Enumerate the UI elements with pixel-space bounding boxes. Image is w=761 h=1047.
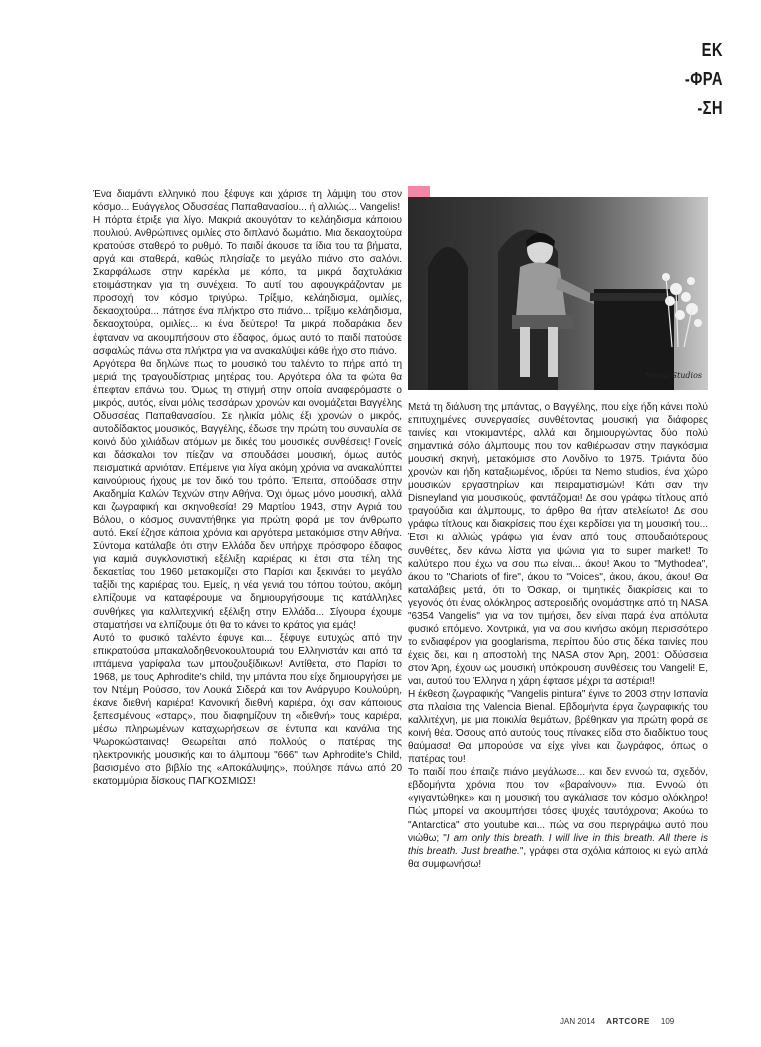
photo-signature: Nemo Studios: [644, 371, 702, 380]
article-paragraph-closing: [408, 766, 708, 870]
magazine-name: ARTCORE: [606, 1017, 650, 1026]
section-label-line: ΕΚ: [701, 40, 723, 60]
page-number: 109: [660, 1017, 675, 1026]
section-label-line: -ΣΗ: [697, 98, 723, 118]
issue-date: JAN 2014: [560, 1017, 596, 1026]
article-paragraph: Μετά τη διάλυση της μπάντας, ο Βαγγέλης, που είχε ήδη κάνει πολύ επιτυχημένες συνεργασίες συνθέτοντας μουσική για διάφορες ταινίες και ντοκιμαντέρς, αλλά και δημιουργώντας δύο πολύ σημαντικά σόλο άλμπουμς που τον καθιέρωσαν στην παγκόσμια μουσική σκηνή, μετακόμισε στο Λονδίνο το 1975. Τριάντα δύο χρονών και ήδη καταξιωμένος, ιδρύει τα Nemo studios, ένα χώρο μουσικών εργαστηρίων και πειραματισμών! Κάτι σαν την Disneyland για μουσικούς, φαντάζομαι! Δε σου γράφω τίτλους από τραγούδια και άλμπουμς, το άρθρο θα ήταν ατελείωτο! Δε σου γράφω τίτλους και διακρίσεις που έχει κερδίσει για τη μουσική του... Έτσι κι αλλιώς γράφω για έναν από τους σπουδαιότερους συνθέτες, δεν κάνω λίστα για ψώνια για το super market! Το καλύτερο που έχω να σου πω είναι... άκου! Άκου το "Mythodea", άκου το "Chariots of fire", άκου το "Voices", άκου, άκου, άκου! Θα καταλάβεις μετά, ότι το Όσκαρ, οι τιμητικές διακρίσεις και το γεγονός ότι ένας ολόκληρος αστεροειδής ονομάστηκε από τη NASA "6354 Vangelis" για να τον τιμήσει, δεν είναι παρά ένα απόλυτα φυσικό επόμενο. Χοντρικά, για να σου κινήσω ακόμη περισσότερο το ενδιαφέρον για googlarisma, περίπου δύο στις δέκα ταινίες που έχεις δει, και η αποστολή της NASA στον Άρη, 2001: Οδύσσεια στον Άρη, έχουν ως μουσική υπόκρουση συνθέσεις του Vangeli! Ε, ναι, αυτού του Έλληνα η χάρη έφτασε μέχρι τα αστέρια!!: [408, 402, 708, 687]
closing-text-end: ", γράφει στα σχόλια κάποιος κι εγώ απλά θα συμφωνήσω!: [408, 845, 708, 870]
article-right-column: [408, 401, 708, 871]
page-footer: [560, 1017, 710, 1026]
child-at-piano-photo: [408, 197, 708, 390]
closing-text: Το παιδί που έπαιζε πιάνο μεγάλωσε... και δεν εννοώ τα, σχεδόν, εβδομήντα χρόνια που τον «βαραίνουν» πια. Εννοώ ότι «γιγαντώθηκε» και η μουσική του αγκάλιασε τον κόσμο ολόκληρο! Πώς μπορεί να ακουμπήσει τόσες ψυχές ταυτόχρονα; Ακούω το "Antarctica" στο youtube και... πώς να σου περιγράψω αυτό που νιώθω; ": [408, 767, 708, 844]
section-label: [674, 36, 723, 123]
section-label-line: -ΦΡΑ: [684, 69, 723, 89]
closing-quote: I am only this breath. I will live in this breath. All there is this breath. Just breathe.: [408, 832, 708, 857]
article-paragraph: Η έκθεση ζωγραφικής "Vangelis pintura" έγινε το 2003 στην Ισπανία στα πλαίσια της Valencia Bienal. Εβδομήντα έργα ζωγραφικής του καλλιτέχνη, με μια ποικιλία θεμάτων, βρέθηκαν για πρώτη φορά σε κοινή θέα. Όσους από αυτούς τους πίνακες είδα στο διαδίκτυο τους θαύμασα! Θα μπορούσε να είχε γίνει και ζωγράφος, όπως ο πατέρας του!: [408, 689, 708, 766]
article-paragraph: Αυτό το φυσικό ταλέντο έφυγε και... ξέφυγε ευτυχώς από την επικρατούσα μπακαλοδηθενοκουλτουριά του Ελληνιστάν και από τα ιπτάμενα γαρίφαλα των μπουζουξίδικων! Αντίθετα, στο Παρίσι το 1968, με τους Aphrodite's child, την μπάντα που είχε δημιουργήσει με τον Ντέμη Ρούσσο, τον Λουκά Σιδερά και τον Ανάργυρο Κουλούρη, έκανε διεθνή καριέρα! Κανονική διεθνή καριέρα, όχι σαν κάποιους ξεπεσμένους «σταρς», που διαφημίζουν τη «διεθνή» τους καριέρα, μέσω πληρωμένων καταχωρήσεων σε έντυπα και κανάλια της Ψωροκώσταινας! Θεωρείται από πολλούς ο πατέρας της ηλεκτρονικής μουσικής και το άλμπουμ "666" των Aphrodite's Child, βασισμένο στο βιβλίο της «Αποκάλυψης», πούλησε πάνω από 20 εκατομμύρια δίσκους ΠΑΓΚΟΣΜΙΩΣ!: [93, 632, 402, 788]
article-paragraph: Αργότερα θα δηλώνε πως το μουσικό του ταλέντο το πήρε από τη μεριά της τραγουδίστριας μητέρας του. Αργότερα όλα τα φώτα θα έπεφταν επάνω του. Όμως τη στιγμή στην οποία αναφερόμαστε ο μικρός, αυτός, είναι μόλις τεσσάρων χρονών και ονομάζεται Βαγγέλης Οδυσσέας Παπαθανασίου. Σε ηλικία μόλις έξι χρονών ο μικρός, αυτοδίδακτος μουσικός, Βαγγέλης, έδωσε την πρώτη του συναυλία σε κοινό δύο χιλιάδων ατόμων με δικές του μουσικές συνθέσεις! Γονείς και δάσκαλοι τον πίεζαν να σπουδάσει μουσική, όμως αυτός πεισματικά αρνιόταν. Επέμεινε για λίγα ακόμη χρόνια να ανακαλύπτει καινούριους ήχους με τον δικό του τρόπο. Έπειτα, σπούδασε στην Ακαδημία Καλών Τεχνών στην Αθήνα. Όχι όμως μόνο μουσική, αλλά και ζωγραφική και σκηνοθεσία! 29 Μαρτίου 1943, στην Αγριά του Βόλου, ο κόσμος συναντήθηκε για πρώτη φορά με τον άνθρωπο αυτό. Εκεί έζησε κάποια χρόνια και αργότερα μετακόμισε στην Αθήνα. Σύντομα κατάλαβε ότι στην Ελλάδα δεν υπήρχε πρόσφορο έδαφος για καμιά συγκλονιστική εξέλιξη καριέρας κι έτσι στα τέλη της δεκαετίας του 1960 μετακομίζει στο Παρίσι και ξεκινάει το μεγάλο ταξίδι της καριέρας του. Εμείς, η νέα γενιά του τόπου τούτου, ακόμη ελπίζουμε να καταφέρουμε να δημιουργήσουμε τις κατάλληλες συνθήκες για καλλιτεχνική εξέλιξη στην Ελλάδα... Σίγουρα έχουμε σταματήσει να ελπίζουμε ότι θα το κάνει το κράτος για εμάς!: [93, 358, 402, 631]
article-left-column: [93, 188, 402, 788]
photo-block: [408, 186, 708, 390]
pink-accent-tab: [408, 186, 430, 197]
article-paragraph: Η πόρτα έτριξε για λίγο. Μακριά ακουγόταν το κελάηδισμα κάποιου πουλιού. Ανθρώπινες ομιλίες στο διπλανό δωμάτιο. Μια δεκαοχτούρα κρατούσε σταθερό το ρυθμό. Το παιδί άκουσε τα ίδια του τα βήματα, αργά και σταθερά, καθώς πλησίαζε το μεγάλο πιάνο στο σαλόνι. Σκαρφάλωσε στην καρέκλα με κόπο, τα μικρά δαχτυλάκια ετοιμάστηκαν για τη συνέχεια. Το αυτί του αφουγκράζονταν με προσοχή τον κόσμο τριγύρω. Τρίξιμο, κελάηδισμα, ομιλίες, δεκαοχτούρα... πάτησε ένα πλήκτρο στο πιάνο... τρίξιμο κελάηδισμα, δεκαοχτούρα, ομιλίες... κι ένα δεύτερο! Τα μικρά ποδαράκια δεν έφταναν να ακουμπήσουν στο έδαφος, όμως αυτό το παιδί πατούσε ασφαλώς πάνω στα πλήκτρα για να ανακαλύψει κάθε ήχο στο πιάνο.: [93, 215, 402, 357]
article-lead: Ένα διαμάντι ελληνικό που ξέφυγε και χάρισε τη λάμψη του στον κόσμο... Ευάγγελος Οδυσσέας Παπαθανασίου... ή αλλιώς... Vangelis!: [93, 189, 402, 214]
